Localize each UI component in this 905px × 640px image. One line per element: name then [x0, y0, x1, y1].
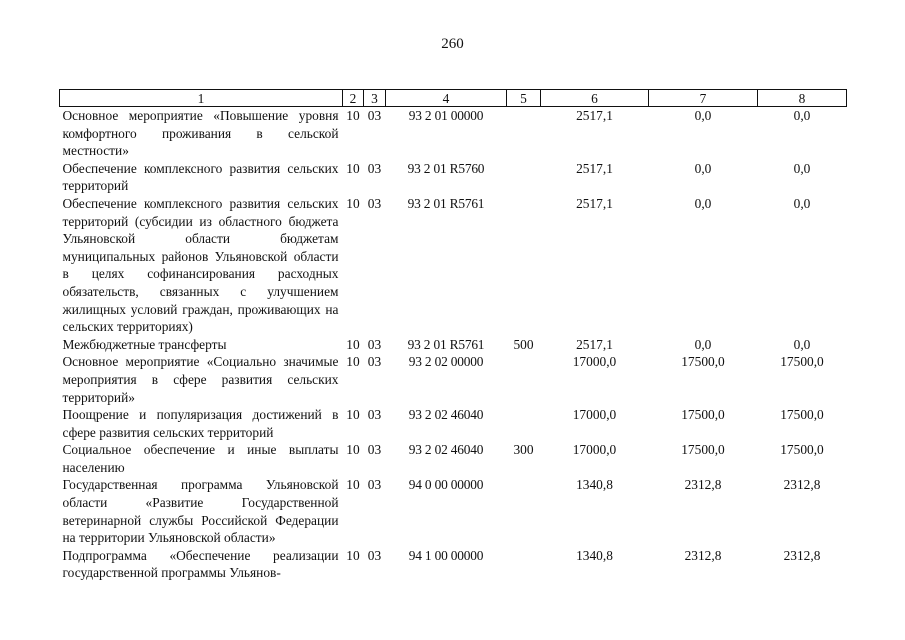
table-row — [60, 476, 847, 546]
row-name: Государственная программа Ульяновской области «Развитие Государственной ветеринарной службы Российской Федерации на территории Ульяновской области» — [62, 477, 339, 546]
row-target-article: 93 2 01 R5760 — [407, 160, 485, 176]
row-target-article: 93 2 01 00000 — [408, 108, 484, 123]
row-expense-type — [507, 406, 541, 441]
column-header-6: 6 — [541, 90, 649, 107]
row-amount-col8: 2312,8 — [783, 547, 821, 563]
table-row — [60, 107, 847, 160]
column-header-3: 3 — [364, 90, 386, 107]
row-amount-col7: 17500,0 — [681, 354, 725, 370]
row-target-article: 94 0 00 00000 — [408, 477, 484, 493]
row-section-code: 10 — [346, 160, 360, 176]
budget-table — [59, 89, 847, 582]
row-amount-col7: 17500,0 — [681, 407, 725, 423]
row-subsection-code: 03 — [367, 354, 382, 370]
row-amount-col7: 0,0 — [694, 195, 712, 211]
row-amount-col8: 17500,0 — [780, 442, 824, 458]
row-subsection-code: 03 — [367, 160, 382, 176]
row-expense-type: 300 — [513, 442, 534, 458]
table-header-row — [60, 90, 847, 107]
row-amount-col8: 17500,0 — [780, 354, 824, 370]
row-target-article: 93 2 02 46040 — [408, 442, 484, 458]
row-section-code: 10 — [346, 547, 360, 563]
row-section-code: 10 — [346, 336, 360, 352]
column-header-5: 5 — [507, 90, 541, 107]
table-row — [60, 547, 847, 582]
row-amount-col8: 0,0 — [793, 108, 811, 123]
row-amount-col7: 2312,8 — [684, 547, 722, 563]
row-target-article: 93 2 02 00000 — [408, 354, 484, 370]
row-amount-col6: 2517,1 — [576, 108, 613, 123]
table-row — [60, 353, 847, 406]
row-expense-type — [507, 547, 541, 582]
page-number: 260 — [441, 36, 464, 52]
column-header-7: 7 — [649, 90, 758, 107]
table-row — [60, 195, 847, 336]
row-name: Поощрение и популяризация достижений в сфере развития сельских территорий — [62, 407, 339, 440]
row-section-code: 10 — [346, 354, 360, 370]
row-amount-col7: 17500,0 — [681, 442, 725, 458]
row-amount-col8: 2312,8 — [783, 477, 821, 493]
row-expense-type — [507, 476, 541, 546]
row-amount-col6: 2517,1 — [576, 195, 613, 211]
row-amount-col7: 2312,8 — [684, 477, 722, 493]
row-expense-type — [507, 107, 541, 160]
row-amount-col8: 17500,0 — [780, 407, 824, 423]
row-section-code: 10 — [346, 108, 360, 123]
row-target-article: 94 1 00 00000 — [408, 547, 484, 563]
column-header-1: 1 — [60, 90, 343, 107]
row-target-article: 93 2 02 46040 — [408, 407, 484, 423]
row-name: Подпрограмма «Обеспечение реализации государственной программы Ульянов- — [62, 547, 339, 581]
row-target-article: 93 2 01 R5761 — [407, 195, 485, 211]
row-subsection-code: 03 — [367, 407, 382, 423]
row-expense-type — [507, 160, 541, 195]
row-section-code: 10 — [346, 195, 360, 211]
row-amount-col6: 17000,0 — [572, 442, 617, 458]
row-name: Обеспечение комплексного развития сельских территорий (субсидии из областного бюджета Ульяновской области бюджетам муниципальных районов Ульяновской области в целях софинансирования расходных обязательств, связанных с улучшением жилищных условий граждан, проживающих на сельских территориях) — [62, 195, 339, 335]
table-row — [60, 406, 847, 441]
row-amount-col7: 0,0 — [694, 336, 712, 352]
row-amount-col6: 17000,0 — [572, 407, 617, 423]
row-name: Социальное обеспечение и иные выплаты населению — [62, 442, 339, 475]
row-section-code: 10 — [346, 407, 360, 423]
row-target-article: 93 2 01 R5761 — [407, 336, 485, 352]
column-header-4: 4 — [386, 90, 507, 107]
column-header-8: 8 — [758, 90, 847, 107]
row-subsection-code: 03 — [367, 336, 382, 352]
row-amount-col6: 1340,8 — [576, 477, 613, 493]
row-name: Межбюджетные трансферты — [62, 336, 227, 352]
row-amount-col8: 0,0 — [793, 195, 811, 211]
row-amount-col6: 17000,0 — [572, 354, 617, 370]
row-name: Основное мероприятие «Повышение уровня комфортного проживания в сельской местности» — [62, 108, 339, 159]
column-header-2: 2 — [343, 90, 364, 107]
row-subsection-code: 03 — [367, 108, 382, 123]
row-subsection-code: 03 — [367, 442, 382, 458]
row-expense-type: 500 — [513, 336, 534, 352]
table-row — [60, 336, 847, 354]
row-amount-col8: 0,0 — [793, 160, 811, 176]
row-section-code: 10 — [346, 442, 360, 458]
row-name: Обеспечение комплексного развития сельских территорий — [62, 160, 339, 194]
row-amount-col6: 2517,1 — [576, 160, 613, 176]
row-amount-col6: 2517,1 — [576, 336, 613, 352]
row-expense-type — [507, 353, 541, 406]
table-row — [60, 441, 847, 476]
row-name: Основное мероприятие «Социально значимые мероприятия в сфере развития сельских территорий» — [62, 354, 339, 405]
row-amount-col8: 0,0 — [793, 336, 811, 352]
row-subsection-code: 03 — [367, 195, 382, 211]
row-section-code: 10 — [346, 477, 360, 493]
row-amount-col7: 0,0 — [694, 108, 712, 123]
row-subsection-code: 03 — [367, 547, 382, 563]
row-expense-type — [507, 195, 541, 336]
row-amount-col7: 0,0 — [694, 160, 712, 176]
row-amount-col6: 1340,8 — [576, 547, 613, 563]
table-row — [60, 160, 847, 195]
row-subsection-code: 03 — [367, 477, 382, 493]
